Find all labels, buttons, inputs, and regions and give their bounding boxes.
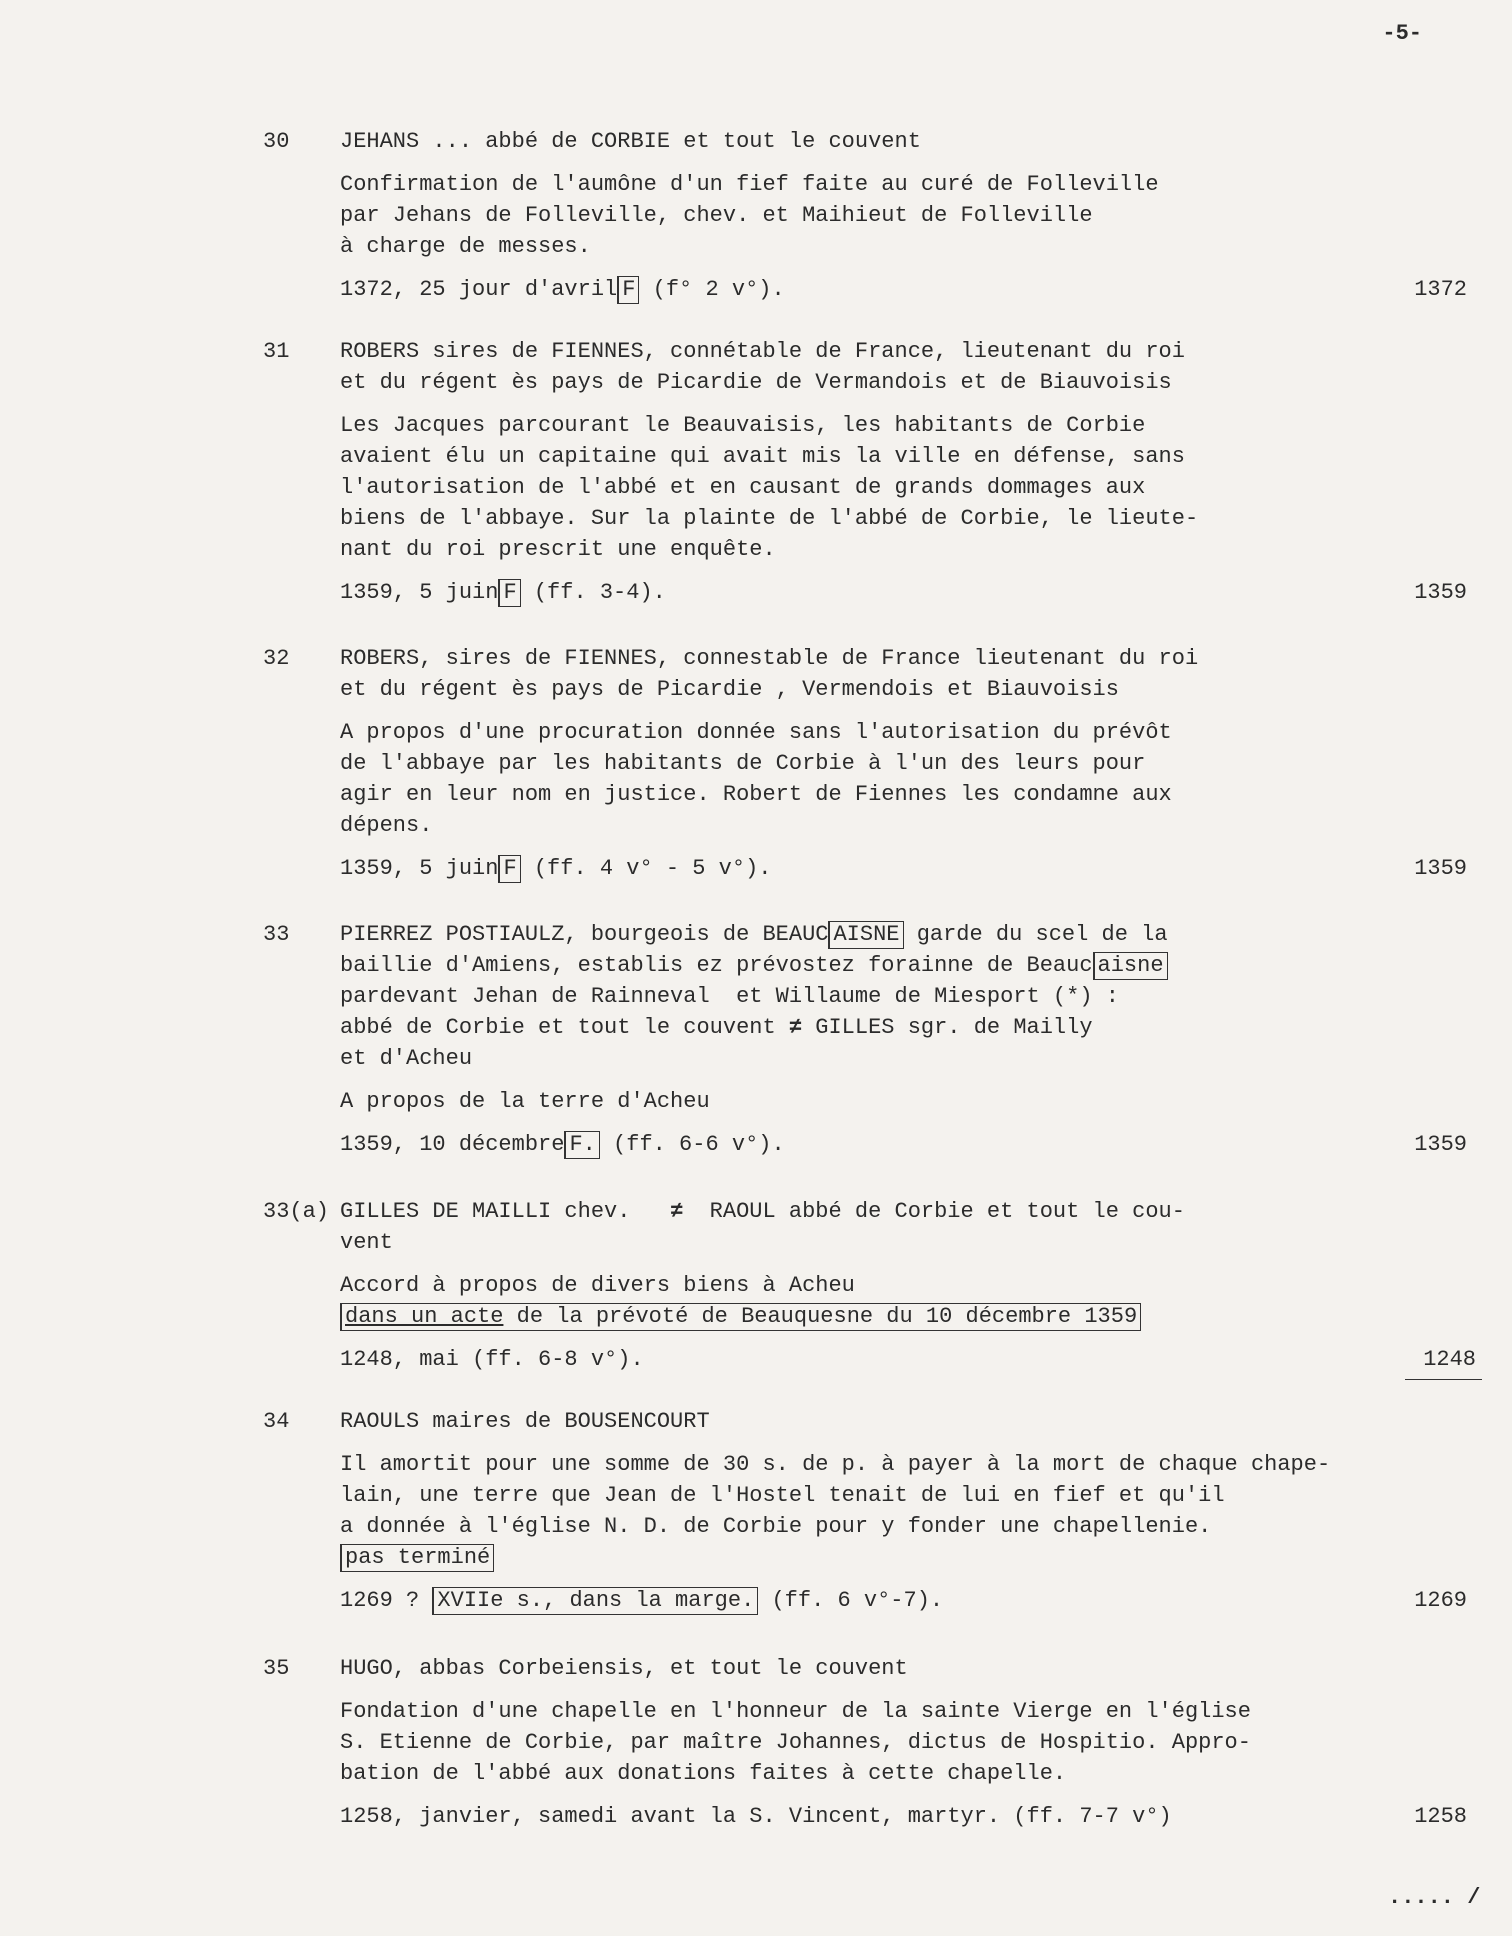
entry-heading: GILLES DE MAILLI chev. ≠ RAOUL abbé de Corbie et tout le cou- vent bbox=[340, 1199, 1185, 1255]
entry-32 bbox=[0, 643, 1512, 884]
entry-33 bbox=[0, 919, 1512, 1160]
entry-number: 34 bbox=[263, 1409, 290, 1434]
entry-heading: ROBERS, sires de FIENNES, connestable de France lieutenant du roi et du régent ès pays de Picardie , Vermendois et Biauvoisis bbox=[340, 646, 1199, 702]
summary-line: Fondation d'une chapelle en l'honneur de la sainte Vierge en l'église bbox=[340, 1699, 1251, 1724]
entry-date: 1258, janvier, samedi avant la S. Vincent, martyr. (ff. 7-7 v°) bbox=[340, 1804, 1172, 1829]
not-equal-symbol: ≠ bbox=[670, 1199, 684, 1224]
entry-date-row bbox=[0, 1585, 1512, 1616]
summary-line: dépens. bbox=[340, 813, 433, 838]
summary-line: nant du roi prescrit une enquête. bbox=[340, 537, 776, 562]
page-number: -5- bbox=[1382, 21, 1422, 46]
entry-summary bbox=[0, 717, 1512, 841]
entry-year: 1258 bbox=[1414, 1804, 1467, 1829]
summary-line: bation de l'abbé aux donations faites à cette chapelle. bbox=[340, 1761, 1067, 1786]
entry-date-row bbox=[0, 1129, 1512, 1160]
entry-31 bbox=[0, 336, 1512, 608]
summary-line: de l'abbaye par les habitants de Corbie à l'un des leurs pour bbox=[340, 751, 1146, 776]
entry-year: 1269 bbox=[1414, 1588, 1467, 1613]
bracket-note: dans un acte de la prévoté de Beauquesne du 10 décembre 1359 bbox=[340, 1303, 1141, 1331]
entry-date-row bbox=[0, 1344, 1512, 1375]
bracket-note: XVIIe s., dans la marge. bbox=[432, 1587, 758, 1615]
entry-summary bbox=[0, 1270, 1512, 1332]
summary-line: a donnée à l'église N. D. de Corbie pour y fonder une chapellenie. bbox=[340, 1514, 1212, 1539]
entry-summary bbox=[0, 410, 1512, 565]
continuation-mark: ..... / bbox=[1388, 1885, 1481, 1910]
entry-35 bbox=[0, 1653, 1512, 1832]
entry-year: 1359 bbox=[1414, 1132, 1467, 1157]
summary-line: biens de l'abbaye. Sur la plainte de l'abbé de Corbie, le lieute- bbox=[340, 506, 1199, 531]
bracket-note: F bbox=[498, 855, 520, 883]
summary-line: Il amortit pour une somme de 30 s. de p. à payer à la mort de chaque chape- bbox=[340, 1452, 1331, 1477]
entry-number: 35 bbox=[263, 1656, 290, 1681]
entry-date: 1359, 10 décembre F. (ff. 6-6 v°). bbox=[340, 1132, 785, 1157]
summary-line: Les Jacques parcourant le Beauvaisis, les habitants de Corbie bbox=[340, 413, 1146, 438]
entry-summary bbox=[0, 1449, 1512, 1573]
summary-line: A propos d'une procuration donnée sans l'autorisation du prévôt bbox=[340, 720, 1172, 745]
entry-year: 1359 bbox=[1414, 856, 1467, 881]
summary-line: Accord à propos de divers biens à Acheu bbox=[340, 1273, 855, 1298]
not-equal-symbol: ≠ bbox=[788, 1015, 803, 1040]
entry-33a bbox=[0, 1196, 1512, 1375]
summary-line bbox=[0, 1301, 1350, 1332]
entry-heading: JEHANS ... abbé de CORBIE et tout le couvent bbox=[340, 129, 921, 154]
bracket-note: AISNE bbox=[828, 921, 903, 949]
summary-line: Confirmation de l'aumône d'un fief faite au curé de Folleville bbox=[340, 172, 1159, 197]
entry-summary bbox=[0, 1086, 1512, 1117]
entry-date: 1359, 5 juin F (ff. 3-4). bbox=[340, 580, 666, 605]
summary-line: avaient élu un capitaine qui avait mis la ville en défense, sans bbox=[340, 444, 1185, 469]
entry-date-row bbox=[0, 274, 1512, 305]
summary-line: lain, une terre que Jean de l'Hostel tenait de lui en fief et qu'il bbox=[340, 1483, 1225, 1508]
entry-date-row bbox=[0, 853, 1512, 884]
summary-line: l'autorisation de l'abbé et en causant de grands dommages aux bbox=[340, 475, 1146, 500]
entry-heading: PIERREZ POSTIAULZ, bourgeois de BEAUC AISNE garde du scel de la baillie d'Amiens, establis ez prévostez forainne de Beauc aisne pardevant Jehan de Rainneval et Willaume de Miesport (*) : abbé de Corbie et tout le couvent ≠ GILLES sgr. de Mailly et d'Acheu bbox=[340, 922, 1168, 1071]
entry-heading: ROBERS sires de FIENNES, connétable de France, lieutenant du roi et du régent ès pays de Picardie de Vermandois et de Biauvoisis bbox=[340, 339, 1185, 395]
entry-year: 1372 bbox=[1414, 277, 1467, 302]
entry-date: 1372, 25 jour d'avril F (f° 2 v°). bbox=[340, 277, 785, 302]
bracket-note: pas terminé bbox=[340, 1544, 494, 1572]
entry-date-row bbox=[0, 1801, 1512, 1832]
entry-summary bbox=[0, 169, 1512, 262]
entry-number: 31 bbox=[263, 339, 290, 364]
entry-number: 30 bbox=[263, 129, 290, 154]
entry-30 bbox=[0, 126, 1512, 305]
bracket-note: F bbox=[617, 276, 639, 304]
summary-line: par Jehans de Folleville, chev. et Maihieut de Folleville bbox=[340, 203, 1093, 228]
entry-year: 1359 bbox=[1414, 580, 1467, 605]
entry-date: 1359, 5 juin F (ff. 4 v° - 5 v°). bbox=[340, 856, 772, 881]
summary-line bbox=[0, 1542, 1350, 1573]
summary-line: à charge de messes. bbox=[340, 234, 591, 259]
entry-34 bbox=[0, 1406, 1512, 1616]
entry-number: 32 bbox=[263, 646, 290, 671]
entry-number: 33 bbox=[263, 922, 290, 947]
bracket-note: F. bbox=[564, 1131, 599, 1159]
entry-number: 33(a) bbox=[263, 1199, 330, 1224]
summary-line: agir en leur nom en justice. Robert de Fiennes les condamne aux bbox=[340, 782, 1172, 807]
entry-date: 1269 ? XVIIe s., dans la marge. (ff. 6 v°-7). bbox=[340, 1588, 944, 1613]
entry-year: 1248 bbox=[1405, 1344, 1482, 1380]
bracket-note: aisne bbox=[1093, 952, 1168, 980]
entry-date-row bbox=[0, 577, 1512, 608]
entry-date: 1248, mai (ff. 6-8 v°). bbox=[340, 1347, 644, 1372]
bracket-note: F bbox=[498, 579, 520, 607]
entry-heading: HUGO, abbas Corbeiensis, et tout le couvent bbox=[340, 1656, 908, 1681]
summary-line: A propos de la terre d'Acheu bbox=[340, 1089, 710, 1114]
entry-summary bbox=[0, 1696, 1512, 1789]
entry-heading: RAOULS maires de BOUSENCOURT bbox=[340, 1409, 710, 1434]
summary-line: S. Etienne de Corbie, par maître Johannes, dictus de Hospitio. Appro- bbox=[340, 1730, 1251, 1755]
